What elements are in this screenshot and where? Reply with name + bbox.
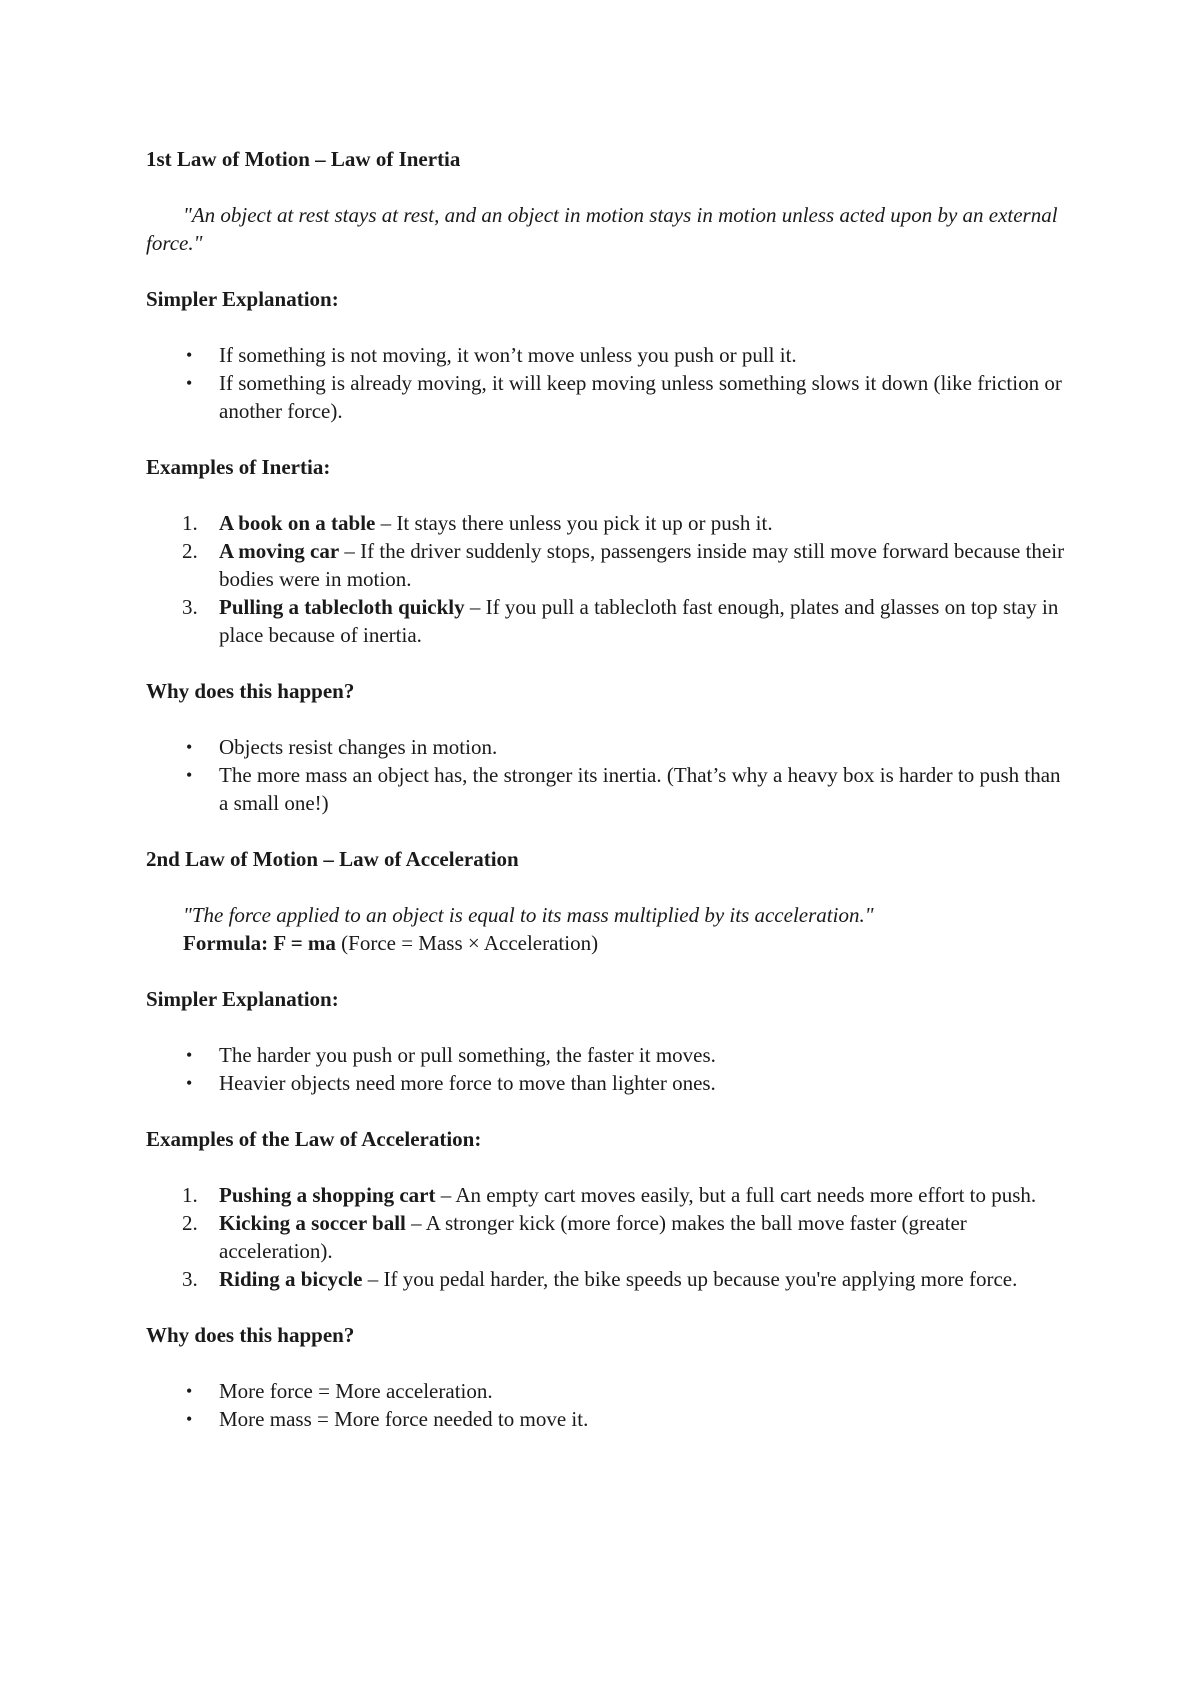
law2-examples-heading: Examples of the Law of Acceleration: [146, 1127, 482, 1151]
formula-label: Formula: F = ma [183, 931, 336, 955]
formula-text: (Force = Mass × Acceleration) [335, 931, 599, 955]
law1-why-heading: Why does this happen? [146, 679, 355, 703]
list-item: 1. A book on a table – It stays there unless you pick it up or push it. [182, 511, 773, 535]
bullet-marker: • [186, 737, 193, 757]
bullet-marker: • [186, 345, 193, 365]
law2-quote: "The force applied to an object is equal to its mass multiplied by its acceleration." [183, 903, 874, 927]
list-item: 2. A moving car – If the driver suddenly stops, passengers inside may still move forward because their bodies were in motion. [182, 539, 1065, 591]
law1-examples-heading: Examples of Inertia: [146, 455, 331, 479]
bullet-marker: • [186, 373, 193, 393]
bullet-marker: • [186, 765, 193, 785]
list-item: • The harder you push or pull something, the faster it moves. [186, 1043, 716, 1067]
list-item: 1. Pushing a shopping cart – An empty cart moves easily, but a full cart needs more effort to push. [182, 1183, 1037, 1207]
bullet-marker: • [186, 1045, 193, 1065]
law2-why-heading: Why does this happen? [146, 1323, 355, 1347]
bullet-marker: • [186, 1073, 193, 1093]
list-item: • Heavier objects need more force to move than lighter ones. [186, 1071, 716, 1095]
bullet-marker: • [186, 1409, 193, 1429]
list-number: 1. [182, 1183, 198, 1207]
law2-simpler-list [146, 1041, 1066, 1097]
list-number: 1. [182, 511, 198, 535]
list-number: 3. [182, 1267, 198, 1291]
law1-quote: "An object at rest stays at rest, and an object in motion stays in motion unless acted upon by an external force." [146, 203, 1058, 255]
bullet-marker: • [186, 1381, 193, 1401]
law1-why-list [146, 733, 1066, 817]
list-item: • More mass = More force needed to move it. [186, 1407, 589, 1431]
law2-examples-list [146, 1181, 1066, 1293]
list-number: 3. [182, 595, 198, 619]
law2-simpler-heading: Simpler Explanation: [146, 987, 339, 1011]
law1-simpler-list [146, 341, 1066, 425]
list-item: 2. Kicking a soccer ball – A stronger kick (more force) makes the ball move faster (greater acceleration). [182, 1211, 967, 1263]
law1-examples-list [146, 509, 1066, 649]
list-item: • More force = More acceleration. [186, 1379, 493, 1403]
law1-simpler-heading: Simpler Explanation: [146, 287, 339, 311]
list-item: • If something is not moving, it won’t move unless you push or pull it. [186, 343, 797, 367]
list-item: 3. Riding a bicycle – If you pedal harder, the bike speeds up because you're applying more force. [182, 1267, 1018, 1291]
list-item: • The more mass an object has, the stronger its inertia. (That’s why a heavy box is harder to push than a small one!) [186, 763, 1061, 815]
law2-why-list [146, 1377, 1066, 1433]
law2-heading: 2nd Law of Motion – Law of Acceleration [146, 847, 519, 871]
list-item: 3. Pulling a tablecloth quickly – If you pull a tablecloth fast enough, plates and glasses on top stay in place because of inertia. [182, 595, 1059, 647]
list-number: 2. [182, 539, 198, 563]
list-item: • Objects resist changes in motion. [186, 735, 498, 759]
document-body [146, 145, 1066, 1433]
law1-heading: 1st Law of Motion – Law of Inertia [146, 147, 461, 171]
list-number: 2. [182, 1211, 198, 1235]
list-item: • If something is already moving, it will keep moving unless something slows it down (like friction or another force). [186, 371, 1062, 423]
law2-formula [146, 929, 1066, 957]
